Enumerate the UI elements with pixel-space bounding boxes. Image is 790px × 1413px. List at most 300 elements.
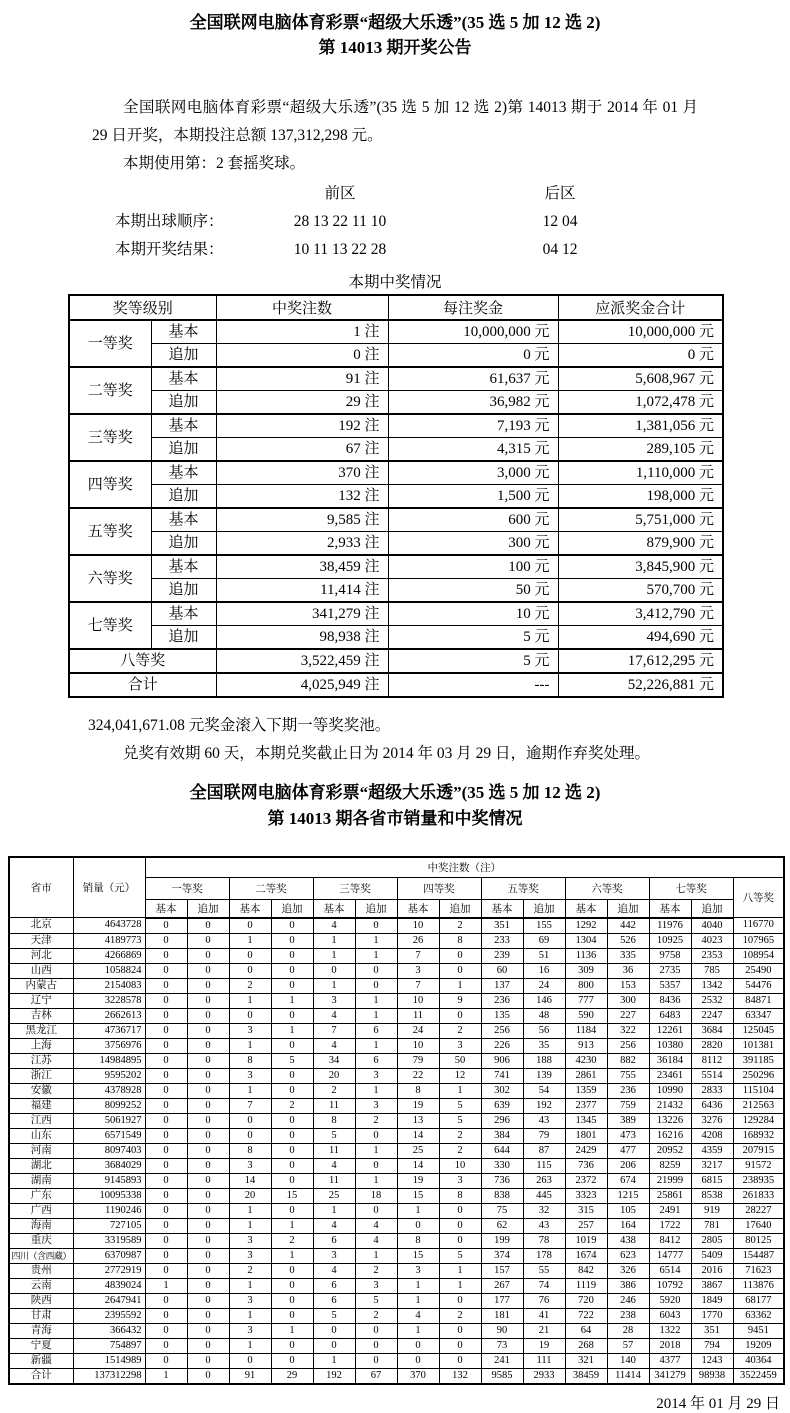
count-cell: 0 xyxy=(439,1233,481,1248)
count-cell: 0 xyxy=(145,1293,187,1308)
province-row xyxy=(9,1113,784,1128)
prize-count-cell: 132 注 xyxy=(216,485,388,509)
count-cell: 1 xyxy=(439,1263,481,1278)
count-cell: 74 xyxy=(523,1278,565,1293)
count-cell: 113876 xyxy=(733,1278,784,1293)
sales-cell: 4643728 xyxy=(73,918,145,934)
prize-level-cell: 三等奖 xyxy=(69,414,151,461)
prize-per-cell: 36,982 元 xyxy=(388,391,558,415)
count-cell: 8 xyxy=(439,1188,481,1203)
count-cell: 238 xyxy=(607,1308,649,1323)
prize-total-cell: 5,608,967 元 xyxy=(558,367,723,391)
province-name-cell: 内蒙古 xyxy=(9,978,73,993)
prize-type-cell: 基本 xyxy=(151,508,216,532)
count-cell: 132 xyxy=(439,1368,481,1384)
count-cell: 0 xyxy=(145,1068,187,1083)
count-cell: 40364 xyxy=(733,1353,784,1368)
prize-count-header: 中奖注数 xyxy=(216,295,388,320)
count-cell: 10 xyxy=(439,1158,481,1173)
count-cell: 370 xyxy=(397,1368,439,1384)
count-cell: 192 xyxy=(313,1368,355,1384)
prize-count-cell: 4,025,949 注 xyxy=(216,673,388,697)
sales-cell: 10095338 xyxy=(73,1188,145,1203)
sales-cell: 4266869 xyxy=(73,948,145,963)
count-cell: 63347 xyxy=(733,1008,784,1023)
count-cell: 0 xyxy=(397,1353,439,1368)
prize-count-cell: 91 注 xyxy=(216,367,388,391)
count-cell: 4 xyxy=(313,1038,355,1053)
prize-per-cell: 4,315 元 xyxy=(388,438,558,462)
count-cell: 116770 xyxy=(733,918,784,934)
province-name-cell: 安徽 xyxy=(9,1083,73,1098)
prize-count-cell: 370 注 xyxy=(216,461,388,485)
count-cell: 644 xyxy=(481,1143,523,1158)
count-cell: 351 xyxy=(481,918,523,934)
count-cell: 1322 xyxy=(649,1323,691,1338)
prize-total-cell: 0 元 xyxy=(558,344,723,368)
count-cell: 2 xyxy=(271,1098,313,1113)
count-cell: 384 xyxy=(481,1128,523,1143)
count-cell: 4208 xyxy=(691,1128,733,1143)
count-cell: 24 xyxy=(397,1023,439,1038)
count-cell: 43 xyxy=(523,1113,565,1128)
count-cell: 7 xyxy=(313,1023,355,1038)
count-cell: 10 xyxy=(397,1038,439,1053)
count-cell: 2735 xyxy=(649,963,691,978)
count-cell: 115104 xyxy=(733,1083,784,1098)
count-cell: 115 xyxy=(523,1158,565,1173)
count-cell: 0 xyxy=(145,1218,187,1233)
count-cell: 838 xyxy=(481,1188,523,1203)
count-cell: 1 xyxy=(355,933,397,948)
prize-total-cell: 52,226,881 元 xyxy=(558,673,723,697)
prize-type-cell: 基本 xyxy=(151,414,216,438)
prize-per-cell: 50 元 xyxy=(388,579,558,603)
count-cell: 21432 xyxy=(649,1098,691,1113)
count-cell: 1 xyxy=(229,1083,271,1098)
prize-count-cell: 9,585 注 xyxy=(216,508,388,532)
sub-header-cell: 基本 xyxy=(145,899,187,918)
province-table xyxy=(8,856,785,1385)
province-name-cell: 北京 xyxy=(9,918,73,934)
sales-cell: 4189773 xyxy=(73,933,145,948)
count-cell: 41 xyxy=(523,1308,565,1323)
province-name-cell: 河南 xyxy=(9,1143,73,1158)
count-cell: 3 xyxy=(229,1158,271,1173)
count-cell: 0 xyxy=(271,1158,313,1173)
count-cell: 1 xyxy=(313,933,355,948)
count-cell: 3684 xyxy=(691,1023,733,1038)
count-cell: 722 xyxy=(565,1308,607,1323)
prize-level-cell: 八等奖 xyxy=(69,649,216,673)
count-cell: 0 xyxy=(187,1143,229,1158)
page-title xyxy=(0,0,790,60)
prize-row xyxy=(69,555,723,579)
count-cell: 526 xyxy=(607,933,649,948)
prize-count-cell: 192 注 xyxy=(216,414,388,438)
count-cell: 0 xyxy=(145,1053,187,1068)
count-cell: 0 xyxy=(271,978,313,993)
intro-section xyxy=(92,94,698,178)
count-cell: 68177 xyxy=(733,1293,784,1308)
count-cell: 0 xyxy=(187,1083,229,1098)
province-col-header: 省市 xyxy=(9,857,73,918)
count-cell: 111 xyxy=(523,1353,565,1368)
draw-order-label: 本期出球顺序： xyxy=(115,213,224,230)
count-cell: 906 xyxy=(481,1053,523,1068)
count-cell: 3 xyxy=(355,1098,397,1113)
count-cell: 296 xyxy=(481,1113,523,1128)
count-cell: 0 xyxy=(187,993,229,1008)
count-cell: 11976 xyxy=(649,918,691,934)
count-cell: 206 xyxy=(607,1158,649,1173)
prize-row xyxy=(69,602,723,626)
province-name-cell: 青海 xyxy=(9,1323,73,1338)
count-cell: 0 xyxy=(145,1023,187,1038)
count-cell: 24 xyxy=(523,978,565,993)
prize-type-cell: 基本 xyxy=(151,602,216,626)
count-cell: 241 xyxy=(481,1353,523,1368)
count-cell: 153 xyxy=(607,978,649,993)
count-cell: 87 xyxy=(523,1143,565,1158)
count-cell: 477 xyxy=(607,1143,649,1158)
count-cell: 36184 xyxy=(649,1053,691,1068)
count-cell: 0 xyxy=(271,1083,313,1098)
count-cell: 1 xyxy=(271,1248,313,1263)
count-cell: 1 xyxy=(313,1203,355,1218)
prize-group-header: 五等奖 xyxy=(481,877,565,899)
count-cell: 0 xyxy=(187,963,229,978)
count-cell: 4 xyxy=(313,1008,355,1023)
count-cell: 0 xyxy=(145,1008,187,1023)
count-cell: 0 xyxy=(187,1053,229,1068)
count-cell: 0 xyxy=(355,918,397,934)
count-cell: 268 xyxy=(565,1338,607,1353)
count-cell: 4 xyxy=(355,1233,397,1248)
province-row xyxy=(9,1128,784,1143)
count-cell: 11414 xyxy=(607,1368,649,1384)
prize-row xyxy=(69,461,723,485)
draw-order-front-numbers: 28 13 22 11 10 xyxy=(293,213,387,230)
count-cell: 374 xyxy=(481,1248,523,1263)
redeem-section xyxy=(92,740,698,768)
province-name-cell: 吉林 xyxy=(9,1008,73,1023)
count-cell: 0 xyxy=(145,1233,187,1248)
count-cell: 0 xyxy=(187,1263,229,1278)
prize-total-cell: 1,381,056 元 xyxy=(558,414,723,438)
count-cell: 55 xyxy=(523,1263,565,1278)
sales-col-header: 销量（元） xyxy=(73,857,145,918)
prize-level-cell: 四等奖 xyxy=(69,461,151,508)
count-cell: 57 xyxy=(607,1338,649,1353)
prize-count-cell: 3,522,459 注 xyxy=(216,649,388,673)
prize-per-cell: 100 元 xyxy=(388,555,558,579)
prize-total-cell: 3,412,790 元 xyxy=(558,602,723,626)
count-cell: 25490 xyxy=(733,963,784,978)
count-cell: 207915 xyxy=(733,1143,784,1158)
prize-row xyxy=(69,485,723,509)
province-section-title xyxy=(0,780,790,832)
count-cell: 3 xyxy=(397,963,439,978)
prize-row xyxy=(69,414,723,438)
count-cell: 315 xyxy=(565,1203,607,1218)
count-cell: 8 xyxy=(229,1143,271,1158)
sales-cell: 4736717 xyxy=(73,1023,145,1038)
count-cell: 882 xyxy=(607,1053,649,1068)
count-cell: 188 xyxy=(523,1053,565,1068)
count-cell: 2 xyxy=(439,1308,481,1323)
prize-total-header: 应派奖金合计 xyxy=(558,295,723,320)
province-row xyxy=(9,933,784,948)
prize-per-cell: 7,193 元 xyxy=(388,414,558,438)
count-cell: 0 xyxy=(187,1098,229,1113)
count-cell: 9585 xyxy=(481,1368,523,1384)
count-cell: 0 xyxy=(313,1323,355,1338)
count-cell: 0 xyxy=(229,963,271,978)
count-cell: 5409 xyxy=(691,1248,733,1263)
province-row xyxy=(9,1308,784,1323)
count-cell: 0 xyxy=(313,963,355,978)
count-cell: 5920 xyxy=(649,1293,691,1308)
count-cell: 1184 xyxy=(565,1023,607,1038)
sub-header-cell: 基本 xyxy=(565,899,607,918)
sales-cell: 9145893 xyxy=(73,1173,145,1188)
province-row xyxy=(9,1188,784,1203)
count-cell: 4 xyxy=(397,1308,439,1323)
prize-type-cell: 基本 xyxy=(151,320,216,344)
count-cell: 0 xyxy=(355,1353,397,1368)
count-cell: 146 xyxy=(523,993,565,1008)
count-cell: 5 xyxy=(313,1128,355,1143)
count-cell: 199 xyxy=(481,1233,523,1248)
draw-result-back-numbers: 04 12 xyxy=(542,241,578,258)
prize-type-cell: 追加 xyxy=(151,532,216,556)
count-cell: 63362 xyxy=(733,1308,784,1323)
prize-count-cell: 1 注 xyxy=(216,320,388,344)
count-cell: 19 xyxy=(523,1338,565,1353)
count-cell: 256 xyxy=(481,1023,523,1038)
province-name-cell: 宁夏 xyxy=(9,1338,73,1353)
count-cell: 3 xyxy=(229,1248,271,1263)
prize-per-cell: 10 元 xyxy=(388,602,558,626)
count-cell: 1 xyxy=(313,978,355,993)
province-name-cell: 辽宁 xyxy=(9,993,73,1008)
count-cell: 71623 xyxy=(733,1263,784,1278)
province-row xyxy=(9,918,784,934)
count-cell: 0 xyxy=(355,1338,397,1353)
count-cell: 5 xyxy=(439,1248,481,1263)
count-cell: 2429 xyxy=(565,1143,607,1158)
count-cell: 140 xyxy=(607,1353,649,1368)
count-cell: 2 xyxy=(271,1233,313,1248)
count-cell: 2 xyxy=(355,1308,397,1323)
count-cell: 48 xyxy=(523,1008,565,1023)
province-name-cell: 黑龙江 xyxy=(9,1023,73,1038)
back-zone-label: 后区 xyxy=(544,185,576,202)
count-cell: 62 xyxy=(481,1218,523,1233)
count-cell: 10 xyxy=(397,918,439,934)
count-cell: 9451 xyxy=(733,1323,784,1338)
sales-cell: 8097403 xyxy=(73,1143,145,1158)
sales-cell: 366432 xyxy=(73,1323,145,1338)
count-cell: 1849 xyxy=(691,1293,733,1308)
prize-table xyxy=(68,294,724,698)
sub-header-cell: 追加 xyxy=(355,899,397,918)
count-cell: 25861 xyxy=(649,1188,691,1203)
prize-group-header: 四等奖 xyxy=(397,877,481,899)
province-row xyxy=(9,1158,784,1173)
count-cell: 0 xyxy=(271,948,313,963)
count-cell: 639 xyxy=(481,1098,523,1113)
count-cell: 20 xyxy=(313,1068,355,1083)
count-cell: 5 xyxy=(313,1308,355,1323)
province-name-cell: 福建 xyxy=(9,1098,73,1113)
count-cell: 192 xyxy=(523,1098,565,1113)
count-cell: 11 xyxy=(397,1008,439,1023)
count-cell: 20952 xyxy=(649,1143,691,1158)
count-cell: 0 xyxy=(439,948,481,963)
count-cell: 135 xyxy=(481,1008,523,1023)
count-cell: 1 xyxy=(145,1278,187,1293)
count-cell: 236 xyxy=(481,993,523,1008)
count-cell: 321 xyxy=(565,1353,607,1368)
province-row xyxy=(9,993,784,1008)
prize-total-cell: 5,751,000 元 xyxy=(558,508,723,532)
prize-type-cell: 基本 xyxy=(151,367,216,391)
count-cell: 164 xyxy=(607,1218,649,1233)
count-cell: 842 xyxy=(565,1263,607,1278)
count-cell: 2 xyxy=(439,1128,481,1143)
count-cell: 21999 xyxy=(649,1173,691,1188)
count-cell: 2372 xyxy=(565,1173,607,1188)
count-cell: 0 xyxy=(145,1113,187,1128)
count-cell: 8412 xyxy=(649,1233,691,1248)
province-row xyxy=(9,1263,784,1278)
count-cell: 0 xyxy=(271,1293,313,1308)
count-cell: 107965 xyxy=(733,933,784,948)
count-cell: 0 xyxy=(271,963,313,978)
count-cell: 736 xyxy=(565,1158,607,1173)
count-cell: 7 xyxy=(397,978,439,993)
province-name-cell: 甘肃 xyxy=(9,1308,73,1323)
count-cell: 0 xyxy=(271,1203,313,1218)
count-cell: 781 xyxy=(691,1218,733,1233)
province-name-cell: 四川（含西藏） xyxy=(9,1248,73,1263)
count-cell: 6 xyxy=(313,1278,355,1293)
count-cell: 1 xyxy=(355,1008,397,1023)
count-cell: 1 xyxy=(229,1038,271,1053)
count-cell: 0 xyxy=(313,1338,355,1353)
count-cell: 10 xyxy=(397,993,439,1008)
sales-cell: 727105 xyxy=(73,1218,145,1233)
count-cell: 125045 xyxy=(733,1023,784,1038)
province-row xyxy=(9,1143,784,1158)
province-name-cell: 天津 xyxy=(9,933,73,948)
count-cell: 0 xyxy=(439,1338,481,1353)
count-cell: 2247 xyxy=(691,1008,733,1023)
count-cell: 1 xyxy=(145,1368,187,1384)
count-cell: 0 xyxy=(145,1308,187,1323)
prize-level-cell: 六等奖 xyxy=(69,555,151,602)
count-cell: 236 xyxy=(607,1083,649,1098)
prize-level-cell: 一等奖 xyxy=(69,320,151,367)
count-cell: 0 xyxy=(187,1173,229,1188)
count-cell: 1 xyxy=(355,1038,397,1053)
count-cell: 1 xyxy=(355,1248,397,1263)
count-cell: 794 xyxy=(691,1338,733,1353)
sales-cell: 2662613 xyxy=(73,1008,145,1023)
count-cell: 50 xyxy=(439,1053,481,1068)
prize-per-cell: 0 元 xyxy=(388,344,558,368)
prize-count-cell: 38,459 注 xyxy=(216,555,388,579)
prize-total-cell: 198,000 元 xyxy=(558,485,723,509)
count-cell: 0 xyxy=(187,1248,229,1263)
count-cell: 0 xyxy=(187,1023,229,1038)
count-cell: 1 xyxy=(229,1203,271,1218)
count-cell: 56 xyxy=(523,1023,565,1038)
count-cell: 0 xyxy=(187,933,229,948)
count-cell: 1 xyxy=(229,993,271,1008)
sales-cell: 4378928 xyxy=(73,1083,145,1098)
count-cell: 0 xyxy=(145,948,187,963)
count-cell: 8 xyxy=(397,1083,439,1098)
province-row xyxy=(9,1278,784,1293)
count-cell: 1119 xyxy=(565,1278,607,1293)
province-row xyxy=(9,1038,784,1053)
count-cell: 19 xyxy=(397,1173,439,1188)
count-cell: 6 xyxy=(313,1293,355,1308)
count-cell: 25 xyxy=(313,1188,355,1203)
count-cell: 1292 xyxy=(565,918,607,934)
count-cell: 8538 xyxy=(691,1188,733,1203)
count-cell: 0 xyxy=(271,1128,313,1143)
count-cell: 18 xyxy=(355,1188,397,1203)
prize-type-cell: 追加 xyxy=(151,626,216,650)
prize-total-cell: 1,110,000 元 xyxy=(558,461,723,485)
count-cell: 0 xyxy=(271,1263,313,1278)
count-cell: 0 xyxy=(145,993,187,1008)
count-cell: 0 xyxy=(145,1038,187,1053)
count-cell: 34 xyxy=(313,1053,355,1068)
count-cell: 1 xyxy=(439,978,481,993)
count-cell: 8 xyxy=(439,933,481,948)
eighth-prize-header: 八等奖 xyxy=(733,877,784,918)
count-cell: 391185 xyxy=(733,1053,784,1068)
count-cell: 674 xyxy=(607,1173,649,1188)
count-cell: 5 xyxy=(271,1053,313,1068)
count-cell: 800 xyxy=(565,978,607,993)
province-header-row1 xyxy=(9,857,784,877)
count-cell: 9 xyxy=(439,993,481,1008)
count-cell: 80125 xyxy=(733,1233,784,1248)
footer-date: 2014 年 01 月 29 日 xyxy=(656,1395,780,1412)
count-cell: 91572 xyxy=(733,1158,784,1173)
province-name-cell: 贵州 xyxy=(9,1263,73,1278)
sales-cell: 4839024 xyxy=(73,1278,145,1293)
sales-cell: 1058824 xyxy=(73,963,145,978)
province-row xyxy=(9,1248,784,1263)
draw-zone-header-row xyxy=(115,180,790,208)
count-cell: 0 xyxy=(145,1248,187,1263)
prize-count-cell: 29 注 xyxy=(216,391,388,415)
count-cell: 0 xyxy=(187,948,229,963)
province-row xyxy=(9,1053,784,1068)
count-cell: 6815 xyxy=(691,1173,733,1188)
count-cell: 0 xyxy=(271,1278,313,1293)
sub-header-cell: 追加 xyxy=(271,899,313,918)
sub-header-cell: 基本 xyxy=(229,899,271,918)
draw-numbers-section xyxy=(115,180,790,264)
